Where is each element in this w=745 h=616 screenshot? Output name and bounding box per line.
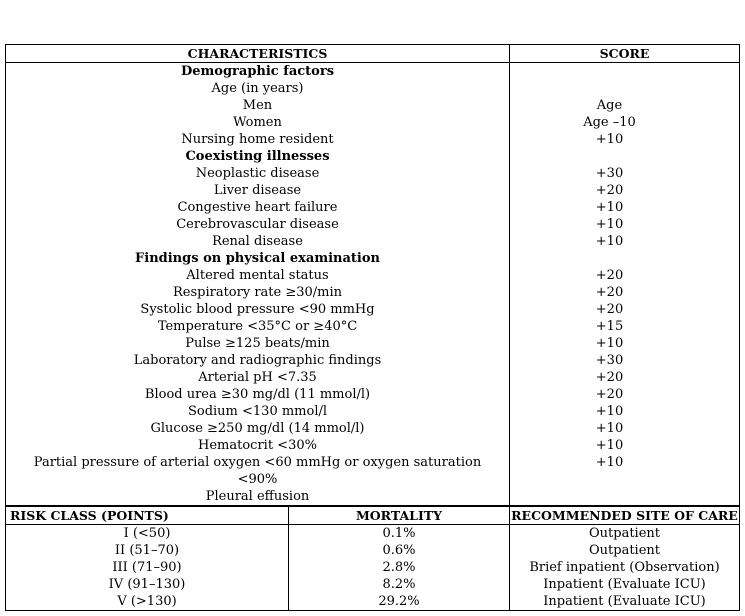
risk-class-value: I (<50) <box>6 525 289 543</box>
risk-row <box>6 559 740 576</box>
score-value <box>510 80 739 97</box>
score-value: +20 <box>595 183 624 198</box>
header-risk-class: RISK CLASS (POINTS) <box>6 507 289 525</box>
score-value: +15 <box>595 319 624 334</box>
score-value <box>510 148 739 165</box>
characteristic-label: Neoplastic disease <box>195 166 320 181</box>
mortality-value: 29.2% <box>289 593 510 611</box>
characteristic-label: Pleural effusion <box>205 489 310 504</box>
score-value: +10 <box>595 438 624 453</box>
score-value <box>510 250 739 267</box>
score-value: +10 <box>595 132 624 147</box>
risk-row <box>6 542 740 559</box>
score-value: +20 <box>595 387 624 402</box>
score-value: Age –10 <box>583 115 636 130</box>
section-heading: Coexisting illnesses <box>185 149 330 164</box>
characteristic-label: Hematocrit <30% <box>198 438 317 453</box>
characteristic-label: Pulse ≥125 beats/min <box>185 336 330 351</box>
characteristic-label: Congestive heart failure <box>177 200 338 215</box>
characteristic-label: Laboratory and radiographic findings <box>133 353 382 368</box>
header-site-of-care: RECOMMENDED SITE OF CARE <box>511 508 738 523</box>
characteristic-label: Partial pressure of arterial oxygen <60 mmHg or oxygen saturation <90% <box>33 455 482 487</box>
score-value: +20 <box>595 302 624 317</box>
characteristic-label: Women <box>233 115 282 130</box>
score-value: +10 <box>595 421 624 436</box>
score-value: +30 <box>595 353 624 368</box>
site-of-care-value: Outpatient <box>510 525 740 543</box>
mortality-value: 0.1% <box>289 525 510 543</box>
site-of-care-value: Outpatient <box>510 542 740 559</box>
characteristic-label: Temperature <35°C or ≥40°C <box>157 319 358 334</box>
characteristic-label: Systolic blood pressure <90 mmHg <box>140 302 375 317</box>
characteristic-label: Renal disease <box>212 234 303 249</box>
risk-class-value: IV (91–130) <box>6 576 289 593</box>
score-value: +10 <box>595 234 624 249</box>
characteristic-label: Cerebrovascular disease <box>176 217 339 232</box>
characteristic-label: Altered mental status <box>186 268 329 283</box>
score-value: +10 <box>595 336 624 351</box>
characteristic-label: Glucose ≥250 mg/dl (14 mmol/l) <box>150 421 365 436</box>
section-heading: Demographic factors <box>180 64 335 79</box>
characteristic-label: Blood urea ≥30 mg/dl (11 mmol/l) <box>144 387 371 402</box>
mortality-value: 2.8% <box>289 559 510 576</box>
score-value: +20 <box>595 285 624 300</box>
score-value: +20 <box>595 370 624 385</box>
table-header-row <box>6 45 740 63</box>
risk-class-value: III (71–90) <box>6 559 289 576</box>
site-of-care-value: Inpatient (Evaluate ICU) <box>510 576 740 593</box>
risk-class-body <box>6 507 740 611</box>
header-mortality: MORTALITY <box>289 507 510 525</box>
score-value: Age <box>596 98 623 113</box>
risk-row <box>6 593 740 611</box>
pneumonia-severity-document <box>5 44 739 611</box>
characteristic-label: Liver disease <box>213 183 302 198</box>
score-value: +30 <box>595 166 624 181</box>
characteristic-label: Men <box>242 98 273 113</box>
risk-class-value: II (51–70) <box>6 542 289 559</box>
mortality-value: 8.2% <box>289 576 510 593</box>
score-value: +10 <box>595 217 624 232</box>
score-value: +10 <box>595 200 624 215</box>
header-characteristics: CHARACTERISTICS <box>6 45 510 63</box>
table-body-row <box>6 63 740 506</box>
characteristic-label: Age (in years) <box>211 81 304 96</box>
risk-class-value: V (>130) <box>6 593 289 611</box>
score-value: +10 <box>595 455 624 470</box>
characteristic-label: Nursing home resident <box>181 132 334 147</box>
section-heading: Findings on physical examination <box>135 251 380 266</box>
characteristics-cell <box>6 63 510 506</box>
site-of-care-value: Brief inpatient (Observation) <box>510 559 740 576</box>
risk-row <box>6 576 740 593</box>
score-value: +20 <box>595 268 624 283</box>
score-value: +10 <box>595 404 624 419</box>
characteristics-score-table <box>5 44 740 506</box>
risk-row <box>6 525 740 543</box>
score-value <box>510 488 739 505</box>
score-value <box>510 63 739 80</box>
characteristic-label: Sodium <130 mmol/l <box>187 404 328 419</box>
characteristic-label: Respiratory rate ≥30/min <box>172 285 343 300</box>
score-cell <box>510 63 740 506</box>
header-score: SCORE <box>510 45 740 63</box>
mortality-value: 0.6% <box>289 542 510 559</box>
site-of-care-value: Inpatient (Evaluate ICU) <box>510 593 740 611</box>
characteristic-label: Arterial pH <7.35 <box>198 370 317 385</box>
risk-class-table <box>5 506 740 611</box>
risk-header-row <box>6 507 740 525</box>
